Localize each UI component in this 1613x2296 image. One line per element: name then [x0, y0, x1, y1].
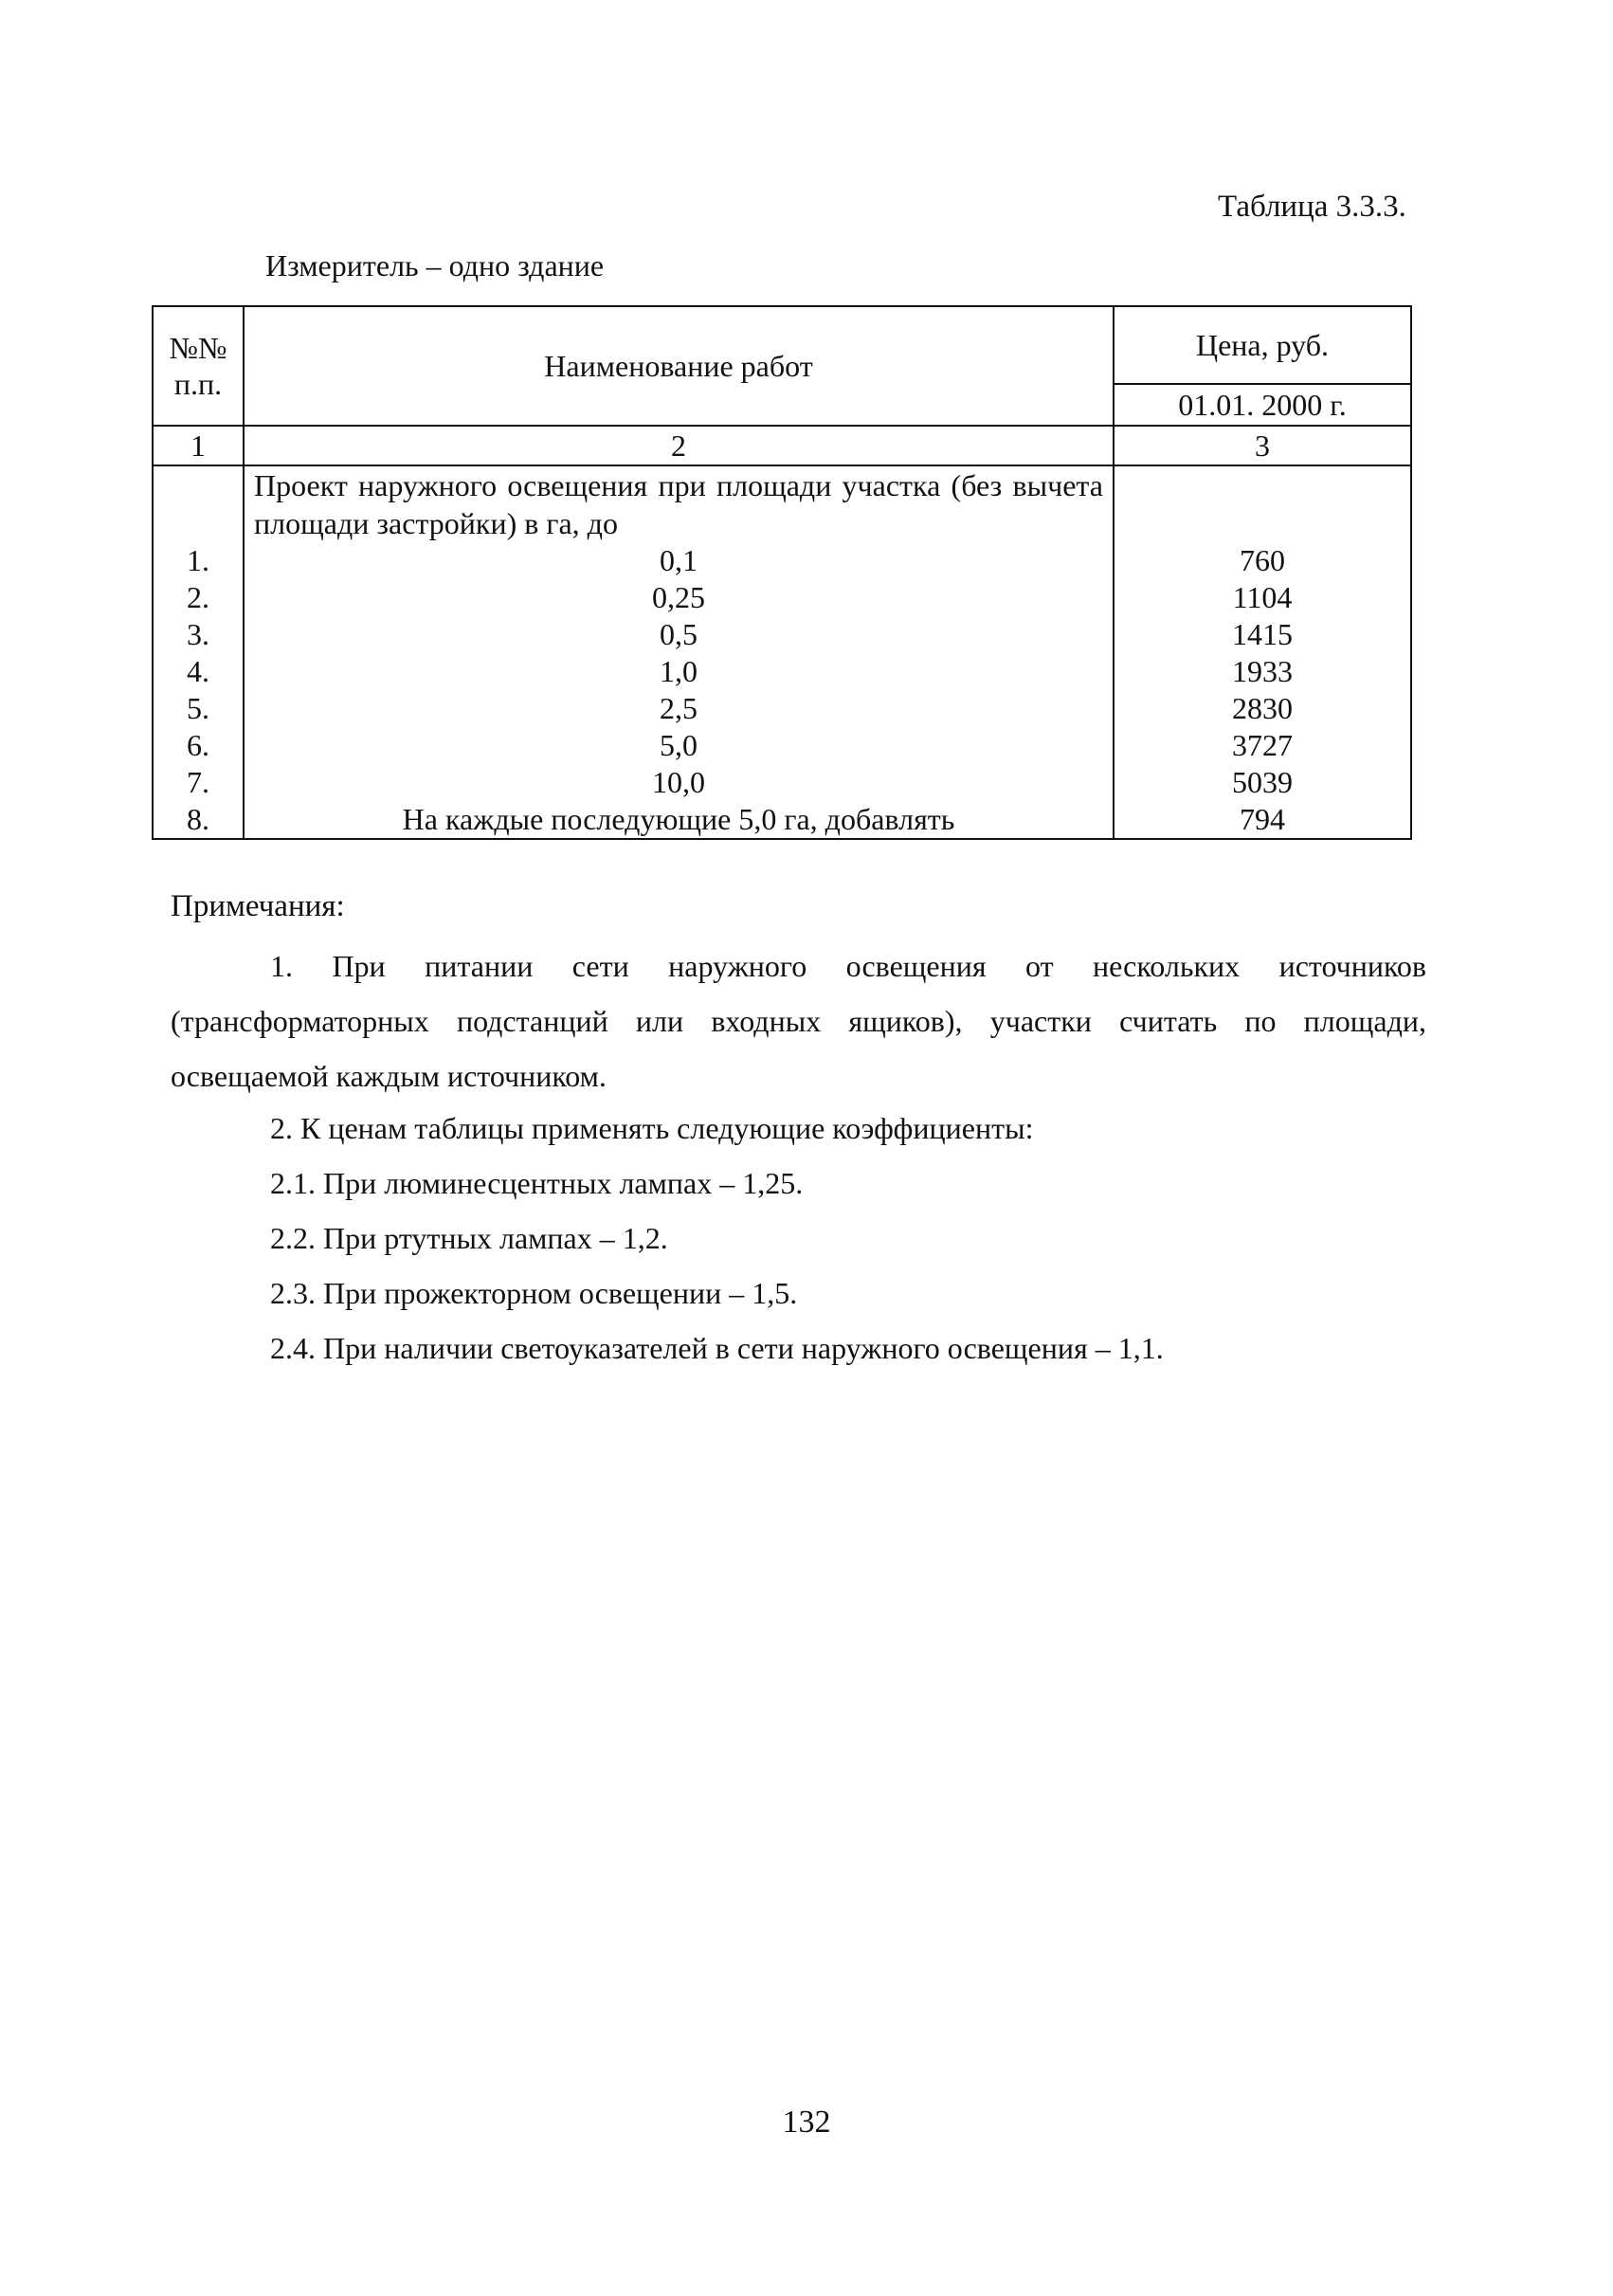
- row-price: 794: [1114, 801, 1411, 839]
- row-num: 3.: [153, 616, 244, 653]
- table-row: [153, 727, 1411, 764]
- page-number: 132: [782, 2105, 831, 2140]
- row-name: 0,25: [244, 579, 1114, 616]
- row-price: 1104: [1114, 579, 1411, 616]
- table-row: [153, 579, 1411, 616]
- row-name: 0,1: [244, 542, 1114, 579]
- table-row: [153, 616, 1411, 653]
- row-num: 7.: [153, 764, 244, 801]
- table-row: [153, 690, 1411, 727]
- row-num: 6.: [153, 727, 244, 764]
- header-price: Цена, руб.: [1114, 306, 1411, 384]
- row-num: 4.: [153, 653, 244, 690]
- column-index-2: 2: [244, 426, 1114, 465]
- table-row: [153, 542, 1411, 579]
- note-2-4: 2.4. При наличии светоуказателей в сети наружного освещения – 1,1.: [270, 1331, 1164, 1365]
- intro-price-cell: [1114, 465, 1411, 542]
- intro-num-cell: [153, 465, 244, 542]
- header-date: 01.01. 2000 г.: [1114, 384, 1411, 426]
- row-name: 2,5: [244, 690, 1114, 727]
- price-table: [152, 305, 1412, 840]
- row-price: 1415: [1114, 616, 1411, 653]
- row-num: 5.: [153, 690, 244, 727]
- row-name: На каждые последующие 5,0 га, добавлять: [244, 801, 1114, 839]
- row-name: 1,0: [244, 653, 1114, 690]
- note-2-1: 2.1. При люминесцентных лампах – 1,25.: [270, 1166, 804, 1200]
- row-num: 2.: [153, 579, 244, 616]
- notes-title: Примечания:: [171, 889, 345, 923]
- row-name: 10,0: [244, 764, 1114, 801]
- note-1: 1. При питании сети наружного освещения от нескольких источников (трансформаторных подстанций или входных ящиков), участки считать по площади, освещаемой каждым источником.: [171, 949, 1426, 1093]
- measure-unit: Измеритель – одно здание: [265, 248, 605, 282]
- row-price: 5039: [1114, 764, 1411, 801]
- row-price: 2830: [1114, 690, 1411, 727]
- row-name: 0,5: [244, 616, 1114, 653]
- table-number: Таблица 3.3.3.: [1218, 190, 1406, 224]
- table-intro-text: Проект наружного освещения при площади участка (без вычета площади застройки) в га, до: [244, 465, 1114, 542]
- table-row: [153, 764, 1411, 801]
- note-2: 2. К ценам таблицы применять следующие коэффициенты:: [270, 1111, 1034, 1145]
- row-price: 1933: [1114, 653, 1411, 690]
- header-num: №№ п.п.: [153, 306, 244, 426]
- row-price: 3727: [1114, 727, 1411, 764]
- table-row: [153, 653, 1411, 690]
- note-2-3: 2.3. При прожекторном освещении – 1,5.: [270, 1276, 798, 1310]
- header-name: Наименование работ: [244, 306, 1114, 426]
- row-num: 1.: [153, 542, 244, 579]
- row-num: 8.: [153, 801, 244, 839]
- note-2-2: 2.2. При ртутных лампах – 1,2.: [270, 1221, 668, 1255]
- row-name: 5,0: [244, 727, 1114, 764]
- column-index-1: 1: [153, 426, 244, 465]
- table-row: [153, 801, 1411, 839]
- row-price: 760: [1114, 542, 1411, 579]
- column-index-3: 3: [1114, 426, 1411, 465]
